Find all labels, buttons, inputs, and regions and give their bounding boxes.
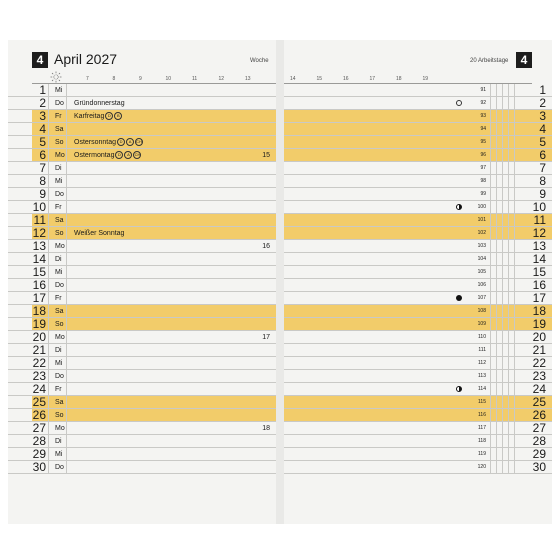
new-moon-icon: [456, 295, 462, 301]
hour-label: 8: [112, 76, 116, 82]
day-number: 5: [39, 135, 46, 149]
day-number-right: 6: [539, 148, 546, 162]
day-row-right[interactable]: [284, 344, 552, 357]
day-row-right[interactable]: [284, 305, 552, 318]
weekend-band: [32, 214, 276, 226]
weekend-band: [32, 409, 276, 421]
weekend-band: [32, 266, 276, 278]
day-number-right: 2: [539, 96, 546, 110]
day-of-year: 94: [480, 126, 486, 132]
day-number-right: 10: [532, 200, 546, 214]
day-number: 12: [32, 226, 46, 240]
day-of-year: 116: [478, 412, 486, 418]
day-row-right[interactable]: [284, 162, 552, 175]
day-number-right: 1: [539, 83, 546, 97]
weekend-band: [32, 396, 276, 408]
weekend-band: [284, 253, 552, 265]
weekend-band: [284, 266, 552, 278]
weekend-band: [284, 448, 552, 460]
weekend-band: [32, 175, 276, 187]
day-number: 3: [39, 109, 46, 123]
weekday-label: Do: [55, 100, 64, 107]
day-number: 18: [32, 304, 46, 318]
weekend-band: [284, 110, 552, 122]
weekend-band: [32, 162, 276, 174]
weekend-band: [32, 201, 276, 213]
column-divider: [66, 84, 67, 474]
day-row-right[interactable]: [284, 227, 552, 240]
day-number: 7: [39, 161, 46, 175]
day-number: 24: [32, 382, 46, 396]
day-number: 30: [32, 460, 46, 474]
half-moon-icon: [456, 204, 462, 210]
day-number-right: 21: [532, 343, 546, 357]
day-of-year: 101: [477, 217, 486, 223]
day-row-right[interactable]: [284, 422, 552, 435]
day-row-right[interactable]: [284, 292, 552, 305]
holiday-label: [74, 136, 143, 149]
weekday-label: Mi: [55, 269, 63, 276]
day-of-year: 98: [480, 178, 486, 184]
day-number-right: 28: [532, 434, 546, 448]
day-number: 25: [32, 395, 46, 409]
day-of-year: 96: [480, 152, 486, 158]
weekday-label: So: [55, 139, 64, 146]
region-marker-icon: D: [117, 138, 125, 146]
day-of-year: 114: [478, 386, 486, 392]
full-moon-icon: [456, 100, 462, 106]
region-marker-icon: A: [126, 138, 134, 146]
weekday-label: Do: [55, 464, 64, 471]
day-number: 11: [33, 213, 46, 227]
week-number: 18: [262, 425, 270, 432]
day-of-year: 119: [478, 451, 486, 457]
day-number-right: 12: [532, 226, 546, 240]
day-number-right: 25: [532, 395, 546, 409]
day-number-right: 3: [539, 109, 546, 123]
day-number: 15: [32, 265, 46, 279]
day-number: 17: [32, 291, 46, 305]
weekend-band: [32, 331, 276, 343]
weekend-band: [284, 240, 552, 252]
day-of-year: 91: [480, 87, 486, 93]
day-of-year: 102: [477, 230, 486, 236]
day-of-year: 113: [478, 373, 486, 379]
holiday-text: Ostersonntag: [74, 139, 117, 146]
day-row-right[interactable]: [284, 409, 552, 422]
day-row-right[interactable]: [284, 253, 552, 266]
weekday-label: Fr: [55, 386, 62, 393]
weekday-label: Fr: [55, 295, 62, 302]
week-number: 15: [262, 152, 270, 159]
weekend-band: [284, 227, 552, 239]
day-of-year: 109: [477, 321, 486, 327]
holiday-text: Ostermontag: [74, 152, 115, 159]
weekend-band: [32, 435, 276, 447]
left-page: [8, 40, 276, 524]
weekend-band: [32, 292, 276, 304]
region-marker-icon: D: [115, 151, 123, 159]
day-number-right: 26: [532, 408, 546, 422]
day-row-right[interactable]: [284, 461, 552, 474]
weekend-band: [32, 84, 276, 96]
hour-label: 11: [192, 76, 198, 82]
day-number-right: 20: [532, 330, 546, 344]
holiday-label: [74, 149, 141, 162]
region-marker-icon: D: [105, 112, 113, 120]
hour-label: 16: [343, 76, 349, 82]
hour-label: 18: [396, 76, 402, 82]
day-row-right[interactable]: [284, 201, 552, 214]
day-number-right: 4: [539, 122, 546, 136]
weekday-label: Mo: [55, 334, 65, 341]
weekend-band: [32, 383, 276, 395]
day-of-year: 117: [478, 425, 486, 431]
column-divider: [490, 84, 491, 474]
region-marker-icon: CH: [134, 152, 141, 157]
day-number: 9: [39, 187, 46, 201]
weekend-band: [32, 227, 276, 239]
hour-label: 9: [139, 76, 142, 82]
month-number-badge-right: 4: [516, 52, 532, 68]
weekend-band: [32, 422, 276, 434]
day-number: 14: [32, 252, 46, 266]
day-of-year: 103: [477, 243, 486, 249]
day-number: 23: [32, 369, 46, 383]
weekend-band: [284, 123, 552, 135]
day-row-right[interactable]: [284, 214, 552, 227]
hour-label: 7: [86, 76, 89, 82]
weekend-band: [284, 435, 552, 447]
day-number: 21: [32, 343, 46, 357]
weekend-band: [32, 357, 276, 369]
weekend-band: [32, 344, 276, 356]
day-number-right: 23: [532, 369, 546, 383]
weekday-label: Sa: [55, 399, 64, 406]
weekday-label: Mi: [55, 87, 63, 94]
day-of-year: 110: [478, 334, 486, 340]
weekday-label: Do: [55, 373, 64, 380]
weekend-band: [284, 305, 552, 317]
weekend-band: [284, 214, 552, 226]
day-of-year: 100: [477, 204, 486, 210]
day-of-year: 115: [478, 399, 486, 405]
region-marker-icon: B: [114, 112, 122, 120]
weekday-label: Sa: [55, 308, 64, 315]
week-column-label: Woche: [250, 58, 269, 64]
weekend-band: [284, 162, 552, 174]
weekend-band: [32, 318, 276, 330]
workdays-count-label: 20 Arbeitstage: [470, 58, 509, 64]
weekday-label: Do: [55, 282, 64, 289]
day-row-right[interactable]: [284, 110, 552, 123]
weekend-band: [284, 331, 552, 343]
weekday-label: Mi: [55, 451, 63, 458]
day-number: 2: [39, 96, 46, 110]
day-row-right[interactable]: [284, 97, 552, 110]
hour-label: 10: [165, 76, 172, 82]
holiday-label: [74, 227, 124, 240]
day-number: 1: [39, 83, 46, 97]
weekend-band: [284, 175, 552, 187]
day-row-right[interactable]: [284, 357, 552, 370]
day-number: 6: [39, 148, 46, 162]
day-number: 28: [32, 434, 46, 448]
weekend-band: [284, 97, 552, 109]
day-number-right: 7: [539, 161, 546, 175]
day-number-right: 17: [532, 291, 546, 305]
weekend-band: [284, 344, 552, 356]
weekday-label: Fr: [55, 113, 62, 120]
weekend-band: [284, 357, 552, 369]
day-of-year: 93: [480, 113, 486, 119]
day-of-year: 104: [477, 256, 486, 262]
day-number-right: 13: [532, 239, 546, 253]
day-number: 19: [32, 317, 46, 331]
column-divider: [496, 84, 497, 474]
holiday-text: Karfreitag: [74, 113, 105, 120]
weekend-band: [32, 110, 276, 122]
weekday-label: Mo: [55, 243, 65, 250]
weekend-band: [284, 422, 552, 434]
half-moon-icon: [456, 386, 462, 392]
week-number: 16: [262, 243, 270, 250]
weekend-band: [284, 149, 552, 161]
weekend-band: [284, 370, 552, 382]
weekend-band: [284, 136, 552, 148]
day-row-right[interactable]: [284, 188, 552, 201]
day-row-right[interactable]: [284, 318, 552, 331]
day-of-year: 112: [478, 360, 486, 366]
weekday-label: So: [55, 230, 64, 237]
day-number-right: 16: [532, 278, 546, 292]
day-row-right[interactable]: [284, 84, 552, 97]
day-number-right: 27: [532, 421, 546, 435]
day-number-right: 30: [532, 460, 546, 474]
day-number-right: 29: [532, 447, 546, 461]
region-marker-icon: A: [124, 151, 132, 159]
day-row-right[interactable]: [284, 383, 552, 396]
day-of-year: 105: [477, 269, 486, 275]
hour-label: 19: [422, 76, 429, 82]
weekday-label: Mi: [55, 178, 63, 185]
day-number-right: 22: [532, 356, 546, 370]
day-number-right: 8: [539, 174, 546, 188]
hour-label: 12: [218, 76, 225, 82]
weekday-label: Mo: [55, 152, 65, 159]
weekday-label: Sa: [55, 126, 64, 133]
weekend-band: [32, 305, 276, 317]
weekend-band: [32, 240, 276, 252]
weekend-band: [284, 292, 552, 304]
book-gutter: [276, 40, 284, 524]
holiday-label: [74, 97, 125, 110]
day-of-year: 107: [477, 295, 486, 301]
weekday-label: Di: [55, 165, 62, 172]
weekday-label: Di: [55, 256, 62, 263]
weekend-band: [32, 97, 276, 109]
weekday-label: Mi: [55, 360, 63, 367]
day-number: 27: [32, 421, 46, 435]
week-number: 17: [262, 334, 270, 341]
weekend-band: [32, 136, 276, 148]
day-of-year: 106: [477, 282, 486, 288]
day-row-right[interactable]: [284, 266, 552, 279]
weekend-band: [32, 188, 276, 200]
day-of-year: 111: [478, 347, 486, 353]
weekend-band: [32, 448, 276, 460]
column-divider: [48, 84, 49, 474]
day-row-right[interactable]: [284, 396, 552, 409]
day-number: 8: [39, 174, 46, 188]
day-of-year: 118: [478, 438, 486, 444]
weekday-label: Mo: [55, 425, 65, 432]
hour-label: 15: [316, 76, 323, 82]
day-row-right[interactable]: [284, 175, 552, 188]
weekend-band: [32, 279, 276, 291]
day-row-right[interactable]: [284, 435, 552, 448]
day-number-right: 14: [532, 252, 546, 266]
day-number: 16: [32, 278, 46, 292]
day-number-right: 24: [532, 382, 546, 396]
weekday-label: So: [55, 412, 64, 419]
weekend-band: [32, 253, 276, 265]
weekend-band: [284, 409, 552, 421]
day-row-right[interactable]: [284, 279, 552, 292]
day-number: 10: [32, 200, 46, 214]
day-row-right[interactable]: [284, 370, 552, 383]
day-number-right: 19: [532, 317, 546, 331]
holiday-text: Weißer Sonntag: [74, 230, 125, 237]
month-title: April 2027: [54, 51, 118, 67]
day-number: 20: [32, 330, 46, 344]
day-number: 26: [32, 408, 46, 422]
day-row-right[interactable]: [284, 123, 552, 136]
weekend-band: [284, 279, 552, 291]
day-row-right[interactable]: [284, 149, 552, 162]
column-divider: [514, 84, 515, 474]
weekend-band: [284, 318, 552, 330]
month-number-badge-left: 4: [32, 52, 48, 68]
day-number-right: 11: [533, 213, 546, 227]
weekend-band: [284, 188, 552, 200]
holiday-label: [74, 110, 122, 123]
weekday-label: Fr: [55, 204, 62, 211]
day-of-year: 120: [477, 464, 486, 470]
day-row-right[interactable]: [284, 240, 552, 253]
day-number-right: 18: [532, 304, 546, 318]
weekend-band: [284, 201, 552, 213]
day-number-right: 15: [532, 265, 546, 279]
day-of-year: 95: [480, 139, 486, 145]
weekend-band: [32, 370, 276, 382]
day-of-year: 108: [477, 308, 486, 314]
holiday-text: Gründonnerstag: [74, 100, 125, 107]
day-number: 4: [39, 122, 46, 136]
region-marker-icon: CH: [136, 139, 142, 144]
weekend-band: [284, 84, 552, 96]
column-divider: [508, 84, 509, 474]
weekday-label: Do: [55, 191, 64, 198]
weekend-band: [32, 123, 276, 135]
day-number-right: 5: [539, 135, 546, 149]
day-of-year: 97: [480, 165, 486, 171]
day-row-right[interactable]: [284, 136, 552, 149]
day-number-right: 9: [539, 187, 546, 201]
right-page: [284, 40, 552, 524]
day-row-right[interactable]: [284, 448, 552, 461]
day-number: 22: [32, 356, 46, 370]
weekday-label: Sa: [55, 217, 64, 224]
weekday-label: Di: [55, 438, 62, 445]
day-number: 29: [32, 447, 46, 461]
weekend-band: [284, 461, 552, 473]
hour-label: 13: [245, 76, 251, 82]
weekday-label: So: [55, 321, 64, 328]
weekend-band: [32, 149, 276, 161]
weekend-band: [284, 396, 552, 408]
day-row-right[interactable]: [284, 331, 552, 344]
hour-label: 17: [369, 76, 376, 82]
weekend-band: [284, 383, 552, 395]
column-divider: [502, 84, 503, 474]
day-of-year: 99: [480, 191, 486, 197]
day-of-year: 92: [480, 100, 486, 106]
weekend-band: [32, 461, 276, 473]
planner-spread: [8, 40, 552, 524]
hour-label: 14: [290, 76, 296, 82]
weekday-label: Di: [55, 347, 62, 354]
day-number: 13: [32, 239, 46, 253]
